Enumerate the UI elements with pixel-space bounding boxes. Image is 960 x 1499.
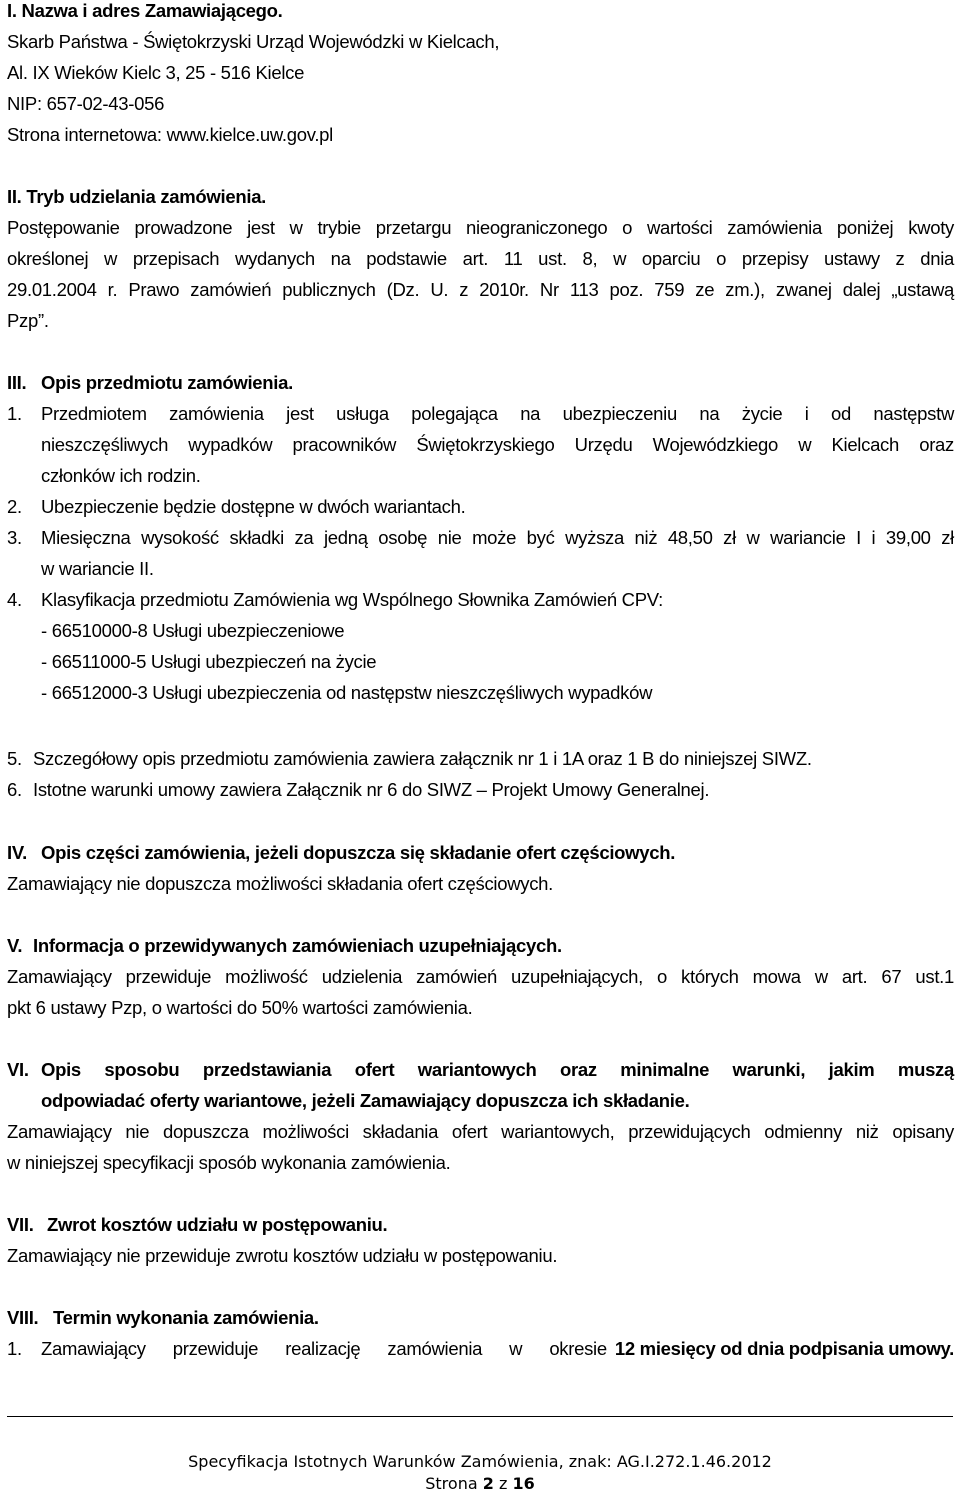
page-total: 16 [512,1474,535,1493]
list-item-number: 3. [7,527,22,548]
list-item-line: członków ich rodzin. [41,465,201,486]
website-line: Strona internetowa: www.kielce.uw.gov.pl [7,124,333,145]
section-8-number: VIII. [7,1307,39,1328]
address-line: Al. IX Wieków Kielc 3, 25 - 516 Kielce [7,62,305,83]
list-item-number: 2. [7,496,22,517]
section-2-para-line: 29.01.2004 r. Prawo zamówień publicznych (Dz. U. z 2010r. Nr 113 poz. 759 ze zm.), zwanej dalej „ustawą [7,279,954,300]
list-item-line: Klasyfikacja przedmiotu Zamówienia wg Wspólnego Słownika Zamówień CPV: [41,589,663,610]
list-item-line: Miesięczna wysokość składki za jedną osobę nie może być wyższa niż 48,50 zł w wariancie I i 39,00 zł [41,527,954,548]
page-separator: z [498,1474,508,1493]
footer-divider [7,1416,953,1417]
list-item-number: 4. [7,589,22,610]
section-8-item-text: Zamawiający przewiduje realizację zamówienia w okresie [41,1338,607,1359]
footer-page-number [0,1474,960,1493]
section-4-number: IV. [7,842,28,863]
section-8-heading: Termin wykonania zamówienia. [53,1307,319,1328]
list-item-number: 1. [7,1338,22,1359]
list-item-line: Ubezpieczenie będzie dostępne w dwóch wariantach. [41,496,466,517]
section-6-heading-line: Opis sposobu przedstawiania ofert wariantowych oraz minimalne warunki, jakim muszą [41,1059,954,1080]
cpv-code-line: - 66510000-8 Usługi ubezpieczeniowe [41,620,345,641]
section-6-heading-line: odpowiadać oferty wariantowe, jeżeli Zamawiający dopuszcza ich składanie. [41,1090,690,1111]
cpv-code-line: - 66511000-5 Usługi ubezpieczeń na życie [41,651,377,672]
section-7-text: Zamawiający nie przewiduje zwrotu kosztów udziału w postępowaniu. [7,1245,558,1266]
section-6-line: Zamawiający nie dopuszcza możliwości składania ofert wariantowych, przewidujących odmienny niż opisany [7,1121,954,1142]
address-line: Skarb Państwa - Świętokrzyski Urząd Wojewódzki w Kielcach, [7,31,500,52]
list-item-number: 6. [7,779,22,800]
page-label: Strona [425,1474,478,1493]
section-4-heading: Opis części zamówienia, jeżeli dopuszcza się składanie ofert częściowych. [41,842,676,863]
section-1-heading: I. Nazwa i adres Zamawiającego. [7,0,283,21]
list-item-line: Szczegółowy opis przedmiotu zamówienia zawiera załącznik nr 1 i 1A oraz 1 B do niniejszej SIWZ. [33,748,812,769]
section-6-line: w niniejszej specyfikacji sposób wykonania zamówienia. [7,1152,451,1173]
section-5-line: pkt 6 ustawy Pzp, o wartości do 50% wartości zamówienia. [7,997,473,1018]
section-2-para-line: Pzp”. [7,310,49,331]
footer-spec: Specyfikacja Istotnych Warunków Zamówienia, znak: AG.I.272.1.46.2012 [188,1452,772,1471]
section-8-item [41,1338,954,1360]
section-8-item-bold: 12 miesięcy od dnia podpisania umowy. [614,1338,954,1359]
section-7-number: VII. [7,1214,34,1235]
list-item-number: 1. [7,403,22,424]
section-3-number: III. [7,372,27,393]
section-2-heading: II. Tryb udzielania zamówienia. [7,186,267,207]
list-item-number: 5. [7,748,22,769]
section-2-para-line: określonej w przepisach wydanych na podstawie art. 11 ust. 8, w oparciu o przepisy ustawy z dnia [7,248,954,269]
section-5-number: V. [7,935,23,956]
section-5-heading: Informacja o przewidywanych zamówieniach uzupełniających. [33,935,562,956]
section-2-para-line: Postępowanie prowadzone jest w trybie przetargu nieograniczonego o wartości zamówienia poniżej kwoty [7,217,954,238]
nip-line: NIP: 657-02-43-056 [7,93,165,114]
section-7-heading: Zwrot kosztów udziału w postępowaniu. [47,1214,388,1235]
page-current: 2 [482,1474,494,1493]
list-item-line: w wariancie II. [41,558,154,579]
section-5-line: Zamawiający przewiduje możliwość udzielenia zamówień uzupełniających, o których mowa w art. 67 ust.1 [7,966,954,987]
section-4-text: Zamawiający nie dopuszcza możliwości składania ofert częściowych. [7,873,554,894]
cpv-code-line: - 66512000-3 Usługi ubezpieczenia od następstw nieszczęśliwych wypadków [41,682,653,703]
list-item-line: nieszczęśliwych wypadków pracowników Świętokrzyskiego Urzędu Wojewódzkiego w Kielcach oraz [41,434,954,455]
list-item-line: Istotne warunki umowy zawiera Załącznik nr 6 do SIWZ – Projekt Umowy Generalnej. [33,779,710,800]
list-item-line: Przedmiotem zamówienia jest usługa polegająca na ubezpieczeniu na życie i od następstw [41,403,954,424]
section-3-heading: Opis przedmiotu zamówienia. [41,372,293,393]
section-6-number: VI. [7,1059,29,1080]
